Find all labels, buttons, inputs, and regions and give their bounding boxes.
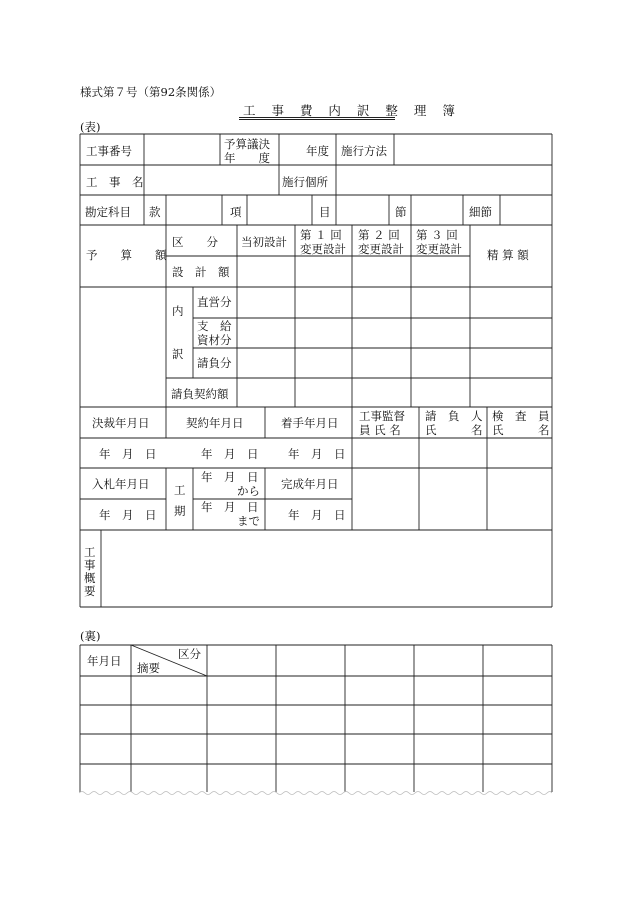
seisan-gaku-label: 精 算 額 (487, 248, 529, 262)
sekou-houhou-field[interactable] (395, 135, 551, 164)
kouki-end-date: 年 月 日 (201, 500, 259, 514)
sekou-kasho-field[interactable] (337, 166, 551, 194)
kouji-mei-label: 工 事 名 (86, 175, 144, 189)
chakushu-label: 着手年月日 (281, 416, 339, 430)
torn-edge (79, 790, 552, 796)
saisetsu-label: 細節 (469, 205, 492, 219)
nyusatsu-label: 入札年月日 (92, 477, 150, 491)
kouji-bangou-label: 工事番号 (86, 144, 132, 158)
kantoku-label-1: 工事監督 (359, 409, 405, 423)
ukeoinin-label-2: 氏 名 (425, 423, 483, 437)
nendo-label: 年度 (306, 144, 329, 158)
gaiyou-label: 工事概要 (84, 545, 96, 598)
back-kubun-label: 区分 (178, 647, 201, 661)
made-label: まで (237, 514, 260, 528)
kouki-start-date: 年 月 日 (201, 470, 259, 484)
keiyaku-label: 契約年月日 (186, 416, 244, 430)
kara-label: から (237, 484, 260, 498)
henkou1-label-2: 変更設計 (300, 242, 346, 256)
kansei-date: 年 月 日 (288, 508, 346, 522)
keiyaku-date: 年 月 日 (201, 447, 259, 461)
kensa-label-1: 検 査 員 (492, 409, 550, 423)
form-number: 様式第７号（第92条関係） (80, 85, 222, 99)
kubun-label: 区 分 (172, 235, 218, 249)
ukeoi-label: 請負分 (197, 356, 232, 370)
kouji-mei-field[interactable] (145, 166, 278, 194)
sekou-houhou-label: 施行方法 (341, 144, 387, 158)
back-nengappi-label: 年月日 (87, 654, 122, 668)
nyusatsu-date: 年 月 日 (99, 508, 157, 522)
kouji-bangou-field[interactable] (145, 135, 219, 164)
henkou3-label-2: 変更設計 (416, 242, 462, 256)
henkou1-label-1: 第 １ 回 (300, 228, 342, 242)
yosan-gaku-label: 予 算 額 (86, 248, 167, 262)
henkou2-label-2: 変更設計 (358, 242, 404, 256)
sekou-kasho-label: 施行個所 (282, 175, 328, 189)
uchi-label: 内 (172, 304, 184, 318)
yosan-giketsu-label: 予算議決 (224, 137, 270, 151)
tousho-sekkei-label: 当初設計 (241, 235, 287, 249)
kantoku-label-2: 員 氏 名 (359, 423, 401, 437)
kessai-label: 決裁年月日 (92, 416, 150, 430)
moku-label: 目 (319, 205, 331, 219)
nendo-line-label: 年 度 (224, 151, 270, 165)
keiyaku-gaku-label: 請負契約額 (171, 387, 229, 401)
chakushu-date: 年 月 日 (288, 447, 346, 461)
henkou2-label-1: 第 ２ 回 (358, 228, 400, 242)
setsu-label: 節 (395, 205, 407, 219)
kansei-label: 完成年月日 (281, 477, 339, 491)
kou-label: 項 (230, 205, 242, 219)
ukeoinin-label-1: 請 負 人 (425, 409, 483, 423)
kouki-label-1: 工 (174, 483, 186, 497)
kessai-date: 年 月 日 (99, 447, 157, 461)
shikyu-label-1: 支 給 (197, 319, 232, 333)
chokuei-label: 直営分 (197, 295, 232, 309)
front-label: (表) (80, 120, 101, 134)
shikyu-label-2: 資材分 (197, 333, 232, 347)
wake-label: 訳 (172, 347, 184, 361)
kouki-label-2: 期 (174, 504, 186, 518)
back-tekiyou-label: 摘要 (137, 661, 160, 675)
sekkei-gaku-label: 設 計 額 (172, 265, 230, 279)
back-label: (裏) (80, 629, 101, 643)
kanjou-kamoku-label: 勘定科目 (85, 205, 131, 219)
kensa-label-2: 氏 名 (492, 423, 550, 437)
kan-label: 款 (149, 205, 161, 219)
henkou3-label-1: 第 ３ 回 (416, 228, 458, 242)
form-title: 工 事 費 内 訳 整 理 簿 (243, 103, 461, 118)
gaiyou-field[interactable] (102, 531, 551, 606)
